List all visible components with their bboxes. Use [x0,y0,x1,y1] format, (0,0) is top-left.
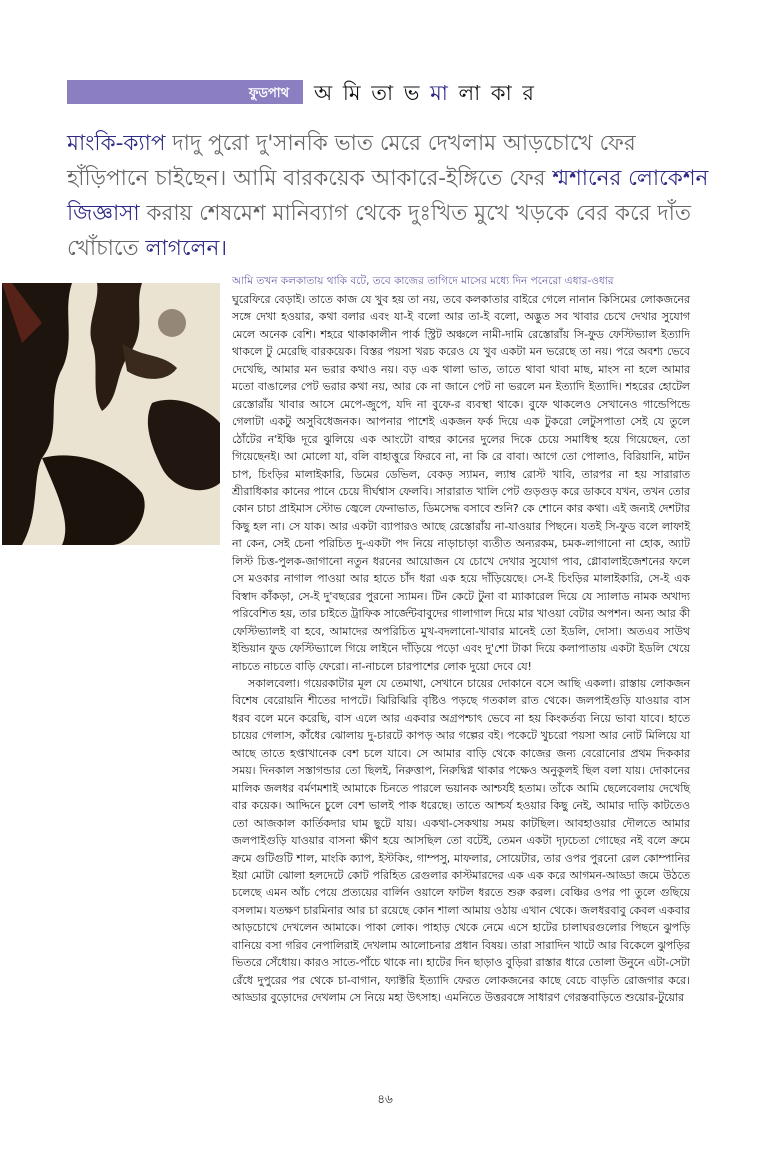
lead-highlight: মাংকি-ক্যাপ [67,131,166,156]
lead-paragraph [67,126,712,266]
article-photo [2,283,220,545]
article-paragraph: ঘুরেফিরে বেড়াই। তাতে কাজ যে খুব হয় তা নয়, তবে কলকাতার বাইরে গেলে নানান কিসিমের লোকজনের সঙ্গে দেখা হওয়ার, কথা বলার এবং যা-ই বলো আর তা-ই বলো, অদ্ভুত সব খাবার চেখে দেখার সুযোগ মেলে অনেক বেশি। শহরে থাকাকালীন পার্ক স্ট্রিট অঞ্চলে নামী-দামি রেস্তোরাঁয় সি-ফুড ফেস্টিভ্যাল ইত্যাদি থাকলে টু মেরেছি বারকয়েক। বিস্তর পয়সা খরচ করেও যে খুব একটা মন ভরেছে তা নয়। পরে অবশ্য ভেবে দেখেছি, আমার মন ভরার কথাও নয়। বড় এক থালা ভাত, তাতে থাবা থাবা মাছ, মাংস না হলে আমার মতো বাঙালের পেট ভরার কথা নয়, আর কে না জানে পেট না ভরলে মন ইত্যাদি ইত্যাদি। শহরের হোটেল রেস্তোরাঁয় খাবার আসে মেপে-জুপে, যদি না বুফে-র ব্যবস্থা থাকে। বুফে থাকলেও সেখানেও গান্ডেপিন্ডে গেলাটা একটু অসুবিধেজনক। আপনার পাশেই একজন ফর্ক দিয়ে এক টুকরো লেটুসপাতা সেই যে তুলে ঠোঁটের ন'ইঞ্চি দূরে ঝুলিয়ে এক আংটো বাহুর কানের দুলের দিকে চেয়ে সমাধিস্থ হয়ে গিয়েছেন, তো গিয়েছেনই। আ মোলো যা, বলি বাহাত্তুরে ফিরবে না, না কি রে বাবা। আগে তো পোলাও, বিরিয়ানি, মাটন চাপ, চিংড়ির মালাইকারি, ডিমের ডেভিল, বেকড় স্যামন, ল্যাম্ব রোস্ট খাবি, তারপর না হয় সারারাত শ্রীরাধিকার কানের পানে চেয়ে দীর্ঘশ্বাস ফেলবি। সারারাত খালি পেট গুড়গুড় করে ডাকবে যখন, তখন তোর কোন চাচা প্রাইমাস স্টোভ জ্বেলে ফেনাভাত, ডিমসেদ্ধ বসাবে শুনি? কে শোনে কার কথা। এই জন্যই দেশটার কিছু হল না। সে যাক। আর একটা ব্যাপারও আছে রেস্তোরাঁয় না-যাওয়ার পিছনে। যতই সি-ফুড বলে লাফাই না কেন, সেই চেনা পরিচিত দু-একটা পদ নিয়ে নাড়াচাড়া ব্যতীত অন্যরকম, চমক-লাগানো না হোক, অ্যাট লিস্ট চিত্ত-পুলক-জাগানো নতুন ধরনের আয়োজন যে চোখে দেখার সুযোগ পাব, গ্লোবালাইজেশনের ফলে সে মওকার নাগাল পাওয়া আর হাতে চাঁদ ধরা এক হয়ে দাঁড়িয়েছে। সে-ই চিংড়ির মালাইকারি, সে-ই এক বিস্বাদ কাঁকড়া, সে-ই দু'বছরের পুরনো স্যামন। টিন কেটে টুনা বা ম্যাকারেল দিয়ে যে স্যালাড নামক অখাদ্য পরিবেশিত হয়, তার চাইতে ট্রাফিক সার্জেন্টবাবুদের গালাগাল দিয়ে মার খাওয়া বেটার অপশন। অন্য আর কী ফেস্টিভ্যালই বা হবে, আমাদের অপরিচিত মুখ-বদলানো-খাবার মানেই তো ইডলি, দোসা। অতএব সাউথ ইন্ডিয়ান ফুড ফেস্টিভ্যালে গিয়ে লাইনে দাঁড়িয়ে পড়ো এবং দু'শো টাকা দিয়ে কলাপাতায় একটা ইডলি খেয়ে নাচতে নাচতে বাড়ি ফেরো। না-নাচলে চারপাশের লোক দুয়ো দেবে যে! [232,293,690,673]
section-header-bar [67,80,303,104]
author-name-accent: মা [430,81,450,105]
article-paragraph: সকালবেলা। গয়েরকাটার মূল যে তেমাথা, সেখানে চায়ের দোকানে বসে আছি একলা। রাস্তায় লোকজন বিশেষ বেরোয়নি শীতের দাপটে। ঝিরিঝিরি বৃষ্টিও পড়ছে গতকাল রাত থেকে। জলপাইগুড়ি যাওয়ার বাস ধরব বলে মনে করেছি, বাস এলে আর একবার অগ্রপশ্চাৎ ভেবে না হয় কিংকর্তব্য নিয়ে ভাবা যাবে। হাতে চায়ের গেলাস, কাঁধের ঝোলায় দু-চারটে কাপড় আর গল্পের বই। পকেটে খুচরো পয়সা আর নোট মিলিয়ে যা আছে তাতে হপ্তাখানেক বেশ চলে যাবে। সে আমার বাড়ি থেকে কাজের জন্য বেরোনোর প্রথম দিককার সময়। দিনকাল সস্তাগন্ডার তো ছিলই, নিরুত্তাপ, নিরুদ্বিগ্ন থাকার পক্ষেও অনুকূলই ছিল বলা যায়। দোকানের মালিক জলধর বর্মণমশাই আমাকে চিনতে পারলে ভয়ানক আশ্চর্যই হতাম। তাঁকে আমি ছেলেবেলায় দেখেছি বার কয়েক। আদ্দিনে চুলে বেশ ভালই পাক ধরেছে। তাতে আশ্চর্য হওয়ার কিছু নেই, আমার দাড়ি কাটতেও তো আজকাল কার্তিকদার ঘাম ছুটে যায়। একথা-সেকথায় সময় কাটছিল। আবহাওয়ার দৌলতে আমার জলপাইগুড়ি যাওয়ার বাসনা ক্ষীণ হয়ে আসছিল তো বটেই, তেমন একটা দৃঢ়চেতা গোছের নই বলে ক্রমে ক্রমে গুটিগুটি শাল, মাংকি ক্যাপ, ইস্টকিং, গাম্পসু, মাফলার, সোয়েটার, তার ওপর পুরনো রেল কোম্পানির ইয়া মোটা ঝোলা হলদেটে কোট পরিহিত রেগুলার কাস্টমারদের এক এক করে আগমন-আড্ডা জমে উঠতে চলেছে এমন আঁচ পেয়ে প্রত্যয়ের বার্লিন ওয়ালে ফাটল ধরতে শুরু করল। বেঞ্চির ওপর পা তুলে গুছিয়ে বসলাম। যতক্ষণ চারমিনার আর চা রয়েছে কোন শালা আমায় ওঠায় এখান থেকে। জলধরবাবু কেবল একবার আড়চোখে দেখলেন আমাকে। পাকা লোক। পাহাড় থেকে নেমে এসে হাটের চালাঘরগুলোর পিছনে ঝুপড়ি বানিয়ে বসা গরিব নেপালিরাই দেখলাম আলোচনার প্রধান বিষয়। তারা সারাদিন খাটে আর বিকেলে ঝুপড়ির ভিতরে সেঁধোয়। কারও সাতে-পাঁচে থাকে না। হাটের দিন ছাড়াও বুড়িরা রাস্তার ধারে তোলা উনুনে এটা-সেটা রেঁধে দুপুরের পর থেকে চা-বাগান, ফ্যাক্টরি ইত্যাদি ফেরত লোকজনের কাছে বেচে বাড়তি রোজগার করে। আড্ডার বুড়োদের দেখলাম সে নিয়ে মহা উৎসাহ। এমনিতে উত্তরবঙ্গে সাধারণ গেরস্তবাড়িতে শুয়োর-টুয়োর [232,676,690,1005]
lead-text: দাদু পুরো দু'সানকি ভাত মেরে দেখলাম আড়চোখে ফের হাঁড়িপানে চাইছেন। আমি বারকয়েক আকারে-ইঙ্গিতে ফের [67,131,636,191]
article-body [232,291,690,1007]
article-subhead: আমি তখন কলকাতায় থাকি বটে, তবে কাজের তাগিদে মাসের মধ্যে দিন পনেরো এধার-ওধার [232,275,614,287]
abstract-shadow-image [2,283,220,545]
author-name-part: লা কা র [449,81,536,105]
author-name [314,77,536,112]
lead-text: করায় শেষমেশ মানিব্যাগ থেকে দুঃখিত মুখে খড়কে বের করে দাঁত খোঁচাতে [67,201,692,261]
page-number: ৪৬ [377,1092,393,1106]
lead-highlight: লাগলেন। [145,236,228,261]
section-label: ফুডপাথ [248,86,289,101]
lead-highlight: শ্মশানের লোকেশন জিজ্ঞাসা [67,166,709,226]
author-name-part: অ মি তা ভ [314,81,431,105]
